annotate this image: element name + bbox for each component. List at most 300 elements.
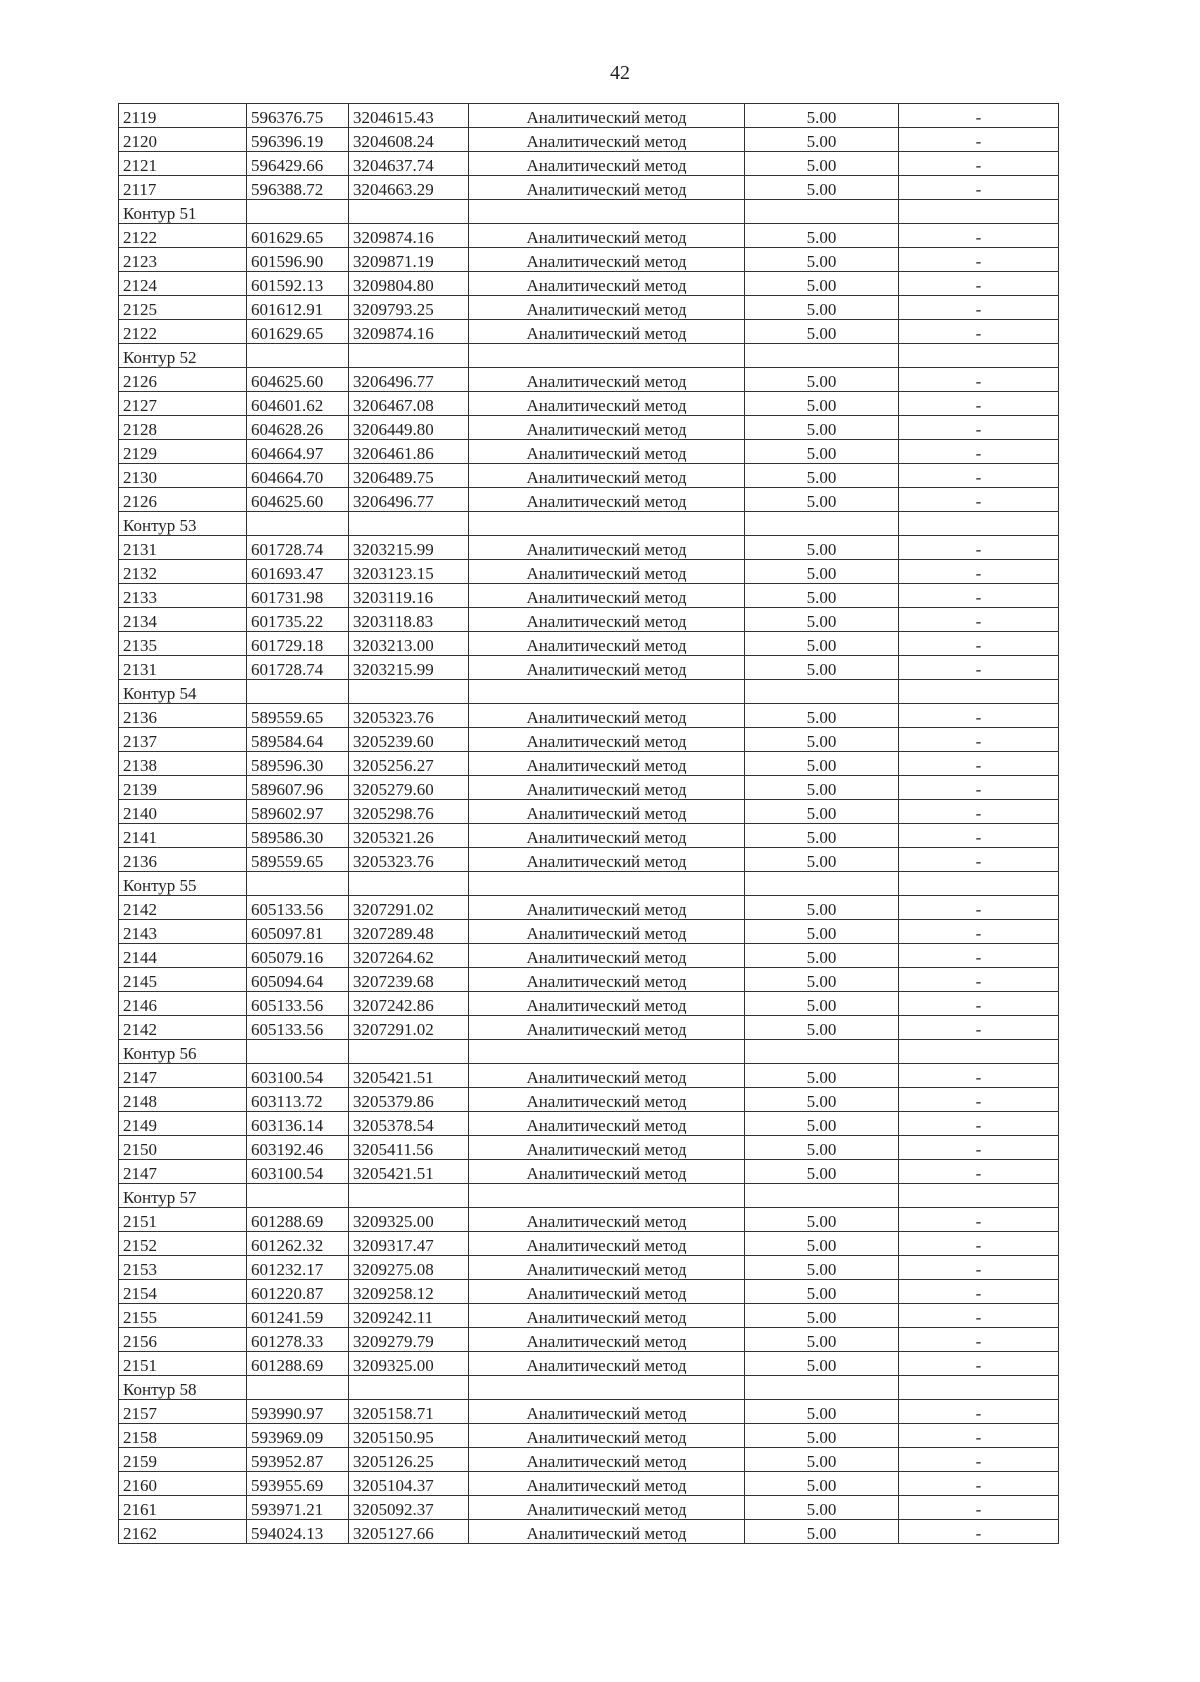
point-number-cell: 2126: [119, 488, 247, 512]
empty-cell: [899, 1040, 1059, 1064]
method-cell: Аналитический метод: [469, 1280, 745, 1304]
empty-cell: [469, 512, 745, 536]
x-coordinate-cell: 594024.13: [247, 1520, 349, 1544]
y-coordinate-cell: 3207242.86: [349, 992, 469, 1016]
x-coordinate-cell: 601612.91: [247, 296, 349, 320]
accuracy-cell: 5.00: [745, 1136, 899, 1160]
point-number-cell: 2155: [119, 1304, 247, 1328]
table-row: [119, 416, 1059, 440]
empty-cell: [469, 344, 745, 368]
point-number-cell: 2147: [119, 1064, 247, 1088]
x-coordinate-cell: 601728.74: [247, 656, 349, 680]
contour-header-row: [119, 344, 1059, 368]
x-coordinate-cell: 603136.14: [247, 1112, 349, 1136]
empty-cell: [899, 512, 1059, 536]
x-coordinate-cell: 601729.18: [247, 632, 349, 656]
y-coordinate-cell: 3205239.60: [349, 728, 469, 752]
point-number-cell: 2151: [119, 1208, 247, 1232]
note-cell: -: [899, 1520, 1059, 1544]
accuracy-cell: 5.00: [745, 944, 899, 968]
accuracy-cell: 5.00: [745, 800, 899, 824]
accuracy-cell: 5.00: [745, 416, 899, 440]
note-cell: -: [899, 1064, 1059, 1088]
note-cell: -: [899, 896, 1059, 920]
accuracy-cell: 5.00: [745, 272, 899, 296]
contour-label: Контур 53: [119, 512, 247, 536]
point-number-cell: 2158: [119, 1424, 247, 1448]
y-coordinate-cell: 3205126.25: [349, 1448, 469, 1472]
accuracy-cell: 5.00: [745, 1304, 899, 1328]
table-row: [119, 248, 1059, 272]
table-row: [119, 1136, 1059, 1160]
y-coordinate-cell: 3205321.26: [349, 824, 469, 848]
y-coordinate-cell: 3207291.02: [349, 1016, 469, 1040]
x-coordinate-cell: 601629.65: [247, 320, 349, 344]
point-number-cell: 2159: [119, 1448, 247, 1472]
contour-header-row: [119, 200, 1059, 224]
accuracy-cell: 5.00: [745, 920, 899, 944]
empty-cell: [745, 872, 899, 896]
point-number-cell: 2153: [119, 1256, 247, 1280]
contour-label: Контур 51: [119, 200, 247, 224]
empty-cell: [899, 344, 1059, 368]
x-coordinate-cell: 593952.87: [247, 1448, 349, 1472]
point-number-cell: 2142: [119, 1016, 247, 1040]
table-row: [119, 1208, 1059, 1232]
empty-cell: [745, 1040, 899, 1064]
y-coordinate-cell: 3205323.76: [349, 704, 469, 728]
x-coordinate-cell: 589607.96: [247, 776, 349, 800]
table-row: [119, 440, 1059, 464]
table-row: [119, 1256, 1059, 1280]
note-cell: -: [899, 848, 1059, 872]
table-row: [119, 824, 1059, 848]
note-cell: -: [899, 1496, 1059, 1520]
x-coordinate-cell: 601220.87: [247, 1280, 349, 1304]
y-coordinate-cell: 3203215.99: [349, 656, 469, 680]
x-coordinate-cell: 601693.47: [247, 560, 349, 584]
method-cell: Аналитический метод: [469, 1496, 745, 1520]
method-cell: Аналитический метод: [469, 296, 745, 320]
method-cell: Аналитический метод: [469, 848, 745, 872]
y-coordinate-cell: 3209871.19: [349, 248, 469, 272]
point-number-cell: 2151: [119, 1352, 247, 1376]
note-cell: -: [899, 1256, 1059, 1280]
method-cell: Аналитический метод: [469, 632, 745, 656]
method-cell: Аналитический метод: [469, 992, 745, 1016]
accuracy-cell: 5.00: [745, 776, 899, 800]
accuracy-cell: 5.00: [745, 968, 899, 992]
x-coordinate-cell: 603113.72: [247, 1088, 349, 1112]
note-cell: -: [899, 704, 1059, 728]
accuracy-cell: 5.00: [745, 824, 899, 848]
point-number-cell: 2142: [119, 896, 247, 920]
y-coordinate-cell: 3203118.83: [349, 608, 469, 632]
empty-cell: [469, 680, 745, 704]
note-cell: -: [899, 128, 1059, 152]
accuracy-cell: 5.00: [745, 1496, 899, 1520]
table-row: [119, 488, 1059, 512]
x-coordinate-cell: 605079.16: [247, 944, 349, 968]
point-number-cell: 2161: [119, 1496, 247, 1520]
x-coordinate-cell: 593990.97: [247, 1400, 349, 1424]
note-cell: -: [899, 824, 1059, 848]
method-cell: Аналитический метод: [469, 728, 745, 752]
note-cell: -: [899, 728, 1059, 752]
method-cell: Аналитический метод: [469, 416, 745, 440]
point-number-cell: 2119: [119, 104, 247, 128]
point-number-cell: 2136: [119, 704, 247, 728]
table-row: [119, 128, 1059, 152]
method-cell: Аналитический метод: [469, 800, 745, 824]
contour-label: Контур 58: [119, 1376, 247, 1400]
coordinates-table: [118, 103, 1059, 1544]
table-row: [119, 1064, 1059, 1088]
x-coordinate-cell: 604628.26: [247, 416, 349, 440]
note-cell: -: [899, 1112, 1059, 1136]
y-coordinate-cell: 3207264.62: [349, 944, 469, 968]
point-number-cell: 2121: [119, 152, 247, 176]
x-coordinate-cell: 603192.46: [247, 1136, 349, 1160]
point-number-cell: 2136: [119, 848, 247, 872]
accuracy-cell: 5.00: [745, 296, 899, 320]
table-row: [119, 296, 1059, 320]
y-coordinate-cell: 3206449.80: [349, 416, 469, 440]
method-cell: Аналитический метод: [469, 1112, 745, 1136]
table-row: [119, 632, 1059, 656]
contour-header-row: [119, 512, 1059, 536]
note-cell: -: [899, 224, 1059, 248]
x-coordinate-cell: 601288.69: [247, 1352, 349, 1376]
note-cell: -: [899, 1448, 1059, 1472]
point-number-cell: 2139: [119, 776, 247, 800]
point-number-cell: 2120: [119, 128, 247, 152]
y-coordinate-cell: 3205092.37: [349, 1496, 469, 1520]
empty-cell: [745, 344, 899, 368]
method-cell: Аналитический метод: [469, 440, 745, 464]
x-coordinate-cell: 603100.54: [247, 1064, 349, 1088]
accuracy-cell: 5.00: [745, 848, 899, 872]
accuracy-cell: 5.00: [745, 128, 899, 152]
note-cell: -: [899, 464, 1059, 488]
table-row: [119, 776, 1059, 800]
note-cell: -: [899, 1016, 1059, 1040]
x-coordinate-cell: 604601.62: [247, 392, 349, 416]
note-cell: -: [899, 536, 1059, 560]
method-cell: Аналитический метод: [469, 896, 745, 920]
point-number-cell: 2127: [119, 392, 247, 416]
table-row: [119, 1088, 1059, 1112]
contour-label: Контур 55: [119, 872, 247, 896]
point-number-cell: 2131: [119, 656, 247, 680]
y-coordinate-cell: 3206489.75: [349, 464, 469, 488]
accuracy-cell: 5.00: [745, 464, 899, 488]
point-number-cell: 2143: [119, 920, 247, 944]
y-coordinate-cell: 3209279.79: [349, 1328, 469, 1352]
empty-cell: [247, 1184, 349, 1208]
y-coordinate-cell: 3206467.08: [349, 392, 469, 416]
method-cell: Аналитический метод: [469, 1136, 745, 1160]
accuracy-cell: 5.00: [745, 560, 899, 584]
note-cell: -: [899, 320, 1059, 344]
x-coordinate-cell: 605133.56: [247, 896, 349, 920]
method-cell: Аналитический метод: [469, 1328, 745, 1352]
empty-cell: [469, 872, 745, 896]
empty-cell: [247, 1376, 349, 1400]
accuracy-cell: 5.00: [745, 584, 899, 608]
empty-cell: [349, 1040, 469, 1064]
y-coordinate-cell: 3205298.76: [349, 800, 469, 824]
accuracy-cell: 5.00: [745, 248, 899, 272]
accuracy-cell: 5.00: [745, 1448, 899, 1472]
x-coordinate-cell: 596388.72: [247, 176, 349, 200]
table-row: [119, 896, 1059, 920]
y-coordinate-cell: 3206461.86: [349, 440, 469, 464]
point-number-cell: 2144: [119, 944, 247, 968]
table-row: [119, 656, 1059, 680]
point-number-cell: 2122: [119, 224, 247, 248]
y-coordinate-cell: 3205411.56: [349, 1136, 469, 1160]
y-coordinate-cell: 3209874.16: [349, 320, 469, 344]
accuracy-cell: 5.00: [745, 320, 899, 344]
y-coordinate-cell: 3205323.76: [349, 848, 469, 872]
accuracy-cell: 5.00: [745, 1280, 899, 1304]
x-coordinate-cell: 601731.98: [247, 584, 349, 608]
table-row: [119, 1520, 1059, 1544]
note-cell: -: [899, 632, 1059, 656]
accuracy-cell: 5.00: [745, 1328, 899, 1352]
accuracy-cell: 5.00: [745, 104, 899, 128]
method-cell: Аналитический метод: [469, 488, 745, 512]
page-number: 42: [610, 62, 630, 84]
table-row: [119, 392, 1059, 416]
point-number-cell: 2132: [119, 560, 247, 584]
method-cell: Аналитический метод: [469, 608, 745, 632]
accuracy-cell: 5.00: [745, 1064, 899, 1088]
accuracy-cell: 5.00: [745, 440, 899, 464]
note-cell: -: [899, 1424, 1059, 1448]
table-row: [119, 1016, 1059, 1040]
note-cell: -: [899, 1232, 1059, 1256]
contour-label: Контур 57: [119, 1184, 247, 1208]
method-cell: Аналитический метод: [469, 320, 745, 344]
accuracy-cell: 5.00: [745, 1352, 899, 1376]
note-cell: -: [899, 560, 1059, 584]
accuracy-cell: 5.00: [745, 1472, 899, 1496]
y-coordinate-cell: 3205158.71: [349, 1400, 469, 1424]
point-number-cell: 2145: [119, 968, 247, 992]
table-row: [119, 464, 1059, 488]
table-row: [119, 800, 1059, 824]
method-cell: Аналитический метод: [469, 536, 745, 560]
x-coordinate-cell: 605094.64: [247, 968, 349, 992]
x-coordinate-cell: 589559.65: [247, 848, 349, 872]
accuracy-cell: 5.00: [745, 1400, 899, 1424]
note-cell: -: [899, 1160, 1059, 1184]
table-row: [119, 1424, 1059, 1448]
method-cell: Аналитический метод: [469, 824, 745, 848]
table-row: [119, 704, 1059, 728]
x-coordinate-cell: 605133.56: [247, 1016, 349, 1040]
y-coordinate-cell: 3205421.51: [349, 1064, 469, 1088]
contour-label: Контур 52: [119, 344, 247, 368]
empty-cell: [349, 512, 469, 536]
y-coordinate-cell: 3203119.16: [349, 584, 469, 608]
x-coordinate-cell: 601728.74: [247, 536, 349, 560]
point-number-cell: 2135: [119, 632, 247, 656]
method-cell: Аналитический метод: [469, 1208, 745, 1232]
accuracy-cell: 5.00: [745, 392, 899, 416]
table-row: [119, 1328, 1059, 1352]
table-row: [119, 320, 1059, 344]
y-coordinate-cell: 3209258.12: [349, 1280, 469, 1304]
x-coordinate-cell: 601278.33: [247, 1328, 349, 1352]
accuracy-cell: 5.00: [745, 368, 899, 392]
table-row: [119, 992, 1059, 1016]
table-row: [119, 608, 1059, 632]
table-row: [119, 1352, 1059, 1376]
empty-cell: [745, 1376, 899, 1400]
empty-cell: [469, 1040, 745, 1064]
y-coordinate-cell: 3206496.77: [349, 488, 469, 512]
x-coordinate-cell: 605097.81: [247, 920, 349, 944]
method-cell: Аналитический метод: [469, 1256, 745, 1280]
accuracy-cell: 5.00: [745, 1256, 899, 1280]
empty-cell: [349, 344, 469, 368]
point-number-cell: 2133: [119, 584, 247, 608]
contour-header-row: [119, 680, 1059, 704]
table-row: [119, 104, 1059, 128]
empty-cell: [745, 680, 899, 704]
x-coordinate-cell: 601629.65: [247, 224, 349, 248]
y-coordinate-cell: 3205421.51: [349, 1160, 469, 1184]
method-cell: Аналитический метод: [469, 560, 745, 584]
table-row: [119, 1448, 1059, 1472]
accuracy-cell: 5.00: [745, 752, 899, 776]
point-number-cell: 2146: [119, 992, 247, 1016]
method-cell: Аналитический метод: [469, 1016, 745, 1040]
method-cell: Аналитический метод: [469, 944, 745, 968]
x-coordinate-cell: 601596.90: [247, 248, 349, 272]
point-number-cell: 2134: [119, 608, 247, 632]
point-number-cell: 2128: [119, 416, 247, 440]
x-coordinate-cell: 589602.97: [247, 800, 349, 824]
x-coordinate-cell: 601232.17: [247, 1256, 349, 1280]
note-cell: -: [899, 272, 1059, 296]
table-row: [119, 1232, 1059, 1256]
contour-label: Контур 56: [119, 1040, 247, 1064]
note-cell: -: [899, 488, 1059, 512]
y-coordinate-cell: 3205256.27: [349, 752, 469, 776]
x-coordinate-cell: 593969.09: [247, 1424, 349, 1448]
contour-header-row: [119, 1376, 1059, 1400]
x-coordinate-cell: 601735.22: [247, 608, 349, 632]
method-cell: Аналитический метод: [469, 152, 745, 176]
note-cell: -: [899, 416, 1059, 440]
method-cell: Аналитический метод: [469, 1064, 745, 1088]
empty-cell: [349, 200, 469, 224]
y-coordinate-cell: 3207291.02: [349, 896, 469, 920]
note-cell: -: [899, 656, 1059, 680]
method-cell: Аналитический метод: [469, 224, 745, 248]
y-coordinate-cell: 3209275.08: [349, 1256, 469, 1280]
note-cell: -: [899, 800, 1059, 824]
point-number-cell: 2157: [119, 1400, 247, 1424]
y-coordinate-cell: 3205150.95: [349, 1424, 469, 1448]
method-cell: Аналитический метод: [469, 1304, 745, 1328]
x-coordinate-cell: 593971.21: [247, 1496, 349, 1520]
y-coordinate-cell: 3207239.68: [349, 968, 469, 992]
y-coordinate-cell: 3204637.74: [349, 152, 469, 176]
table-row: [119, 1496, 1059, 1520]
y-coordinate-cell: 3209874.16: [349, 224, 469, 248]
point-number-cell: 2122: [119, 320, 247, 344]
point-number-cell: 2156: [119, 1328, 247, 1352]
point-number-cell: 2140: [119, 800, 247, 824]
method-cell: Аналитический метод: [469, 128, 745, 152]
y-coordinate-cell: 3206496.77: [349, 368, 469, 392]
y-coordinate-cell: 3209793.25: [349, 296, 469, 320]
table-row: [119, 272, 1059, 296]
accuracy-cell: 5.00: [745, 1088, 899, 1112]
note-cell: -: [899, 584, 1059, 608]
x-coordinate-cell: 589584.64: [247, 728, 349, 752]
table-row: [119, 584, 1059, 608]
empty-cell: [247, 1040, 349, 1064]
accuracy-cell: 5.00: [745, 608, 899, 632]
note-cell: -: [899, 920, 1059, 944]
method-cell: Аналитический метод: [469, 704, 745, 728]
note-cell: -: [899, 152, 1059, 176]
point-number-cell: 2117: [119, 176, 247, 200]
accuracy-cell: 5.00: [745, 488, 899, 512]
table-row: [119, 176, 1059, 200]
point-number-cell: 2137: [119, 728, 247, 752]
y-coordinate-cell: 3209242.11: [349, 1304, 469, 1328]
note-cell: -: [899, 1208, 1059, 1232]
accuracy-cell: 5.00: [745, 1232, 899, 1256]
point-number-cell: 2126: [119, 368, 247, 392]
y-coordinate-cell: 3203215.99: [349, 536, 469, 560]
note-cell: -: [899, 1280, 1059, 1304]
x-coordinate-cell: 604664.70: [247, 464, 349, 488]
y-coordinate-cell: 3205279.60: [349, 776, 469, 800]
x-coordinate-cell: 601241.59: [247, 1304, 349, 1328]
point-number-cell: 2160: [119, 1472, 247, 1496]
y-coordinate-cell: 3203213.00: [349, 632, 469, 656]
note-cell: -: [899, 752, 1059, 776]
x-coordinate-cell: 589596.30: [247, 752, 349, 776]
accuracy-cell: 5.00: [745, 1160, 899, 1184]
empty-cell: [349, 1184, 469, 1208]
table-row: [119, 968, 1059, 992]
x-coordinate-cell: 593955.69: [247, 1472, 349, 1496]
empty-cell: [899, 1184, 1059, 1208]
contour-header-row: [119, 872, 1059, 896]
note-cell: -: [899, 1088, 1059, 1112]
x-coordinate-cell: 601288.69: [247, 1208, 349, 1232]
point-number-cell: 2124: [119, 272, 247, 296]
accuracy-cell: 5.00: [745, 536, 899, 560]
note-cell: -: [899, 440, 1059, 464]
method-cell: Аналитический метод: [469, 656, 745, 680]
method-cell: Аналитический метод: [469, 968, 745, 992]
x-coordinate-cell: 589559.65: [247, 704, 349, 728]
y-coordinate-cell: 3209317.47: [349, 1232, 469, 1256]
accuracy-cell: 5.00: [745, 656, 899, 680]
method-cell: Аналитический метод: [469, 248, 745, 272]
table-row: [119, 224, 1059, 248]
